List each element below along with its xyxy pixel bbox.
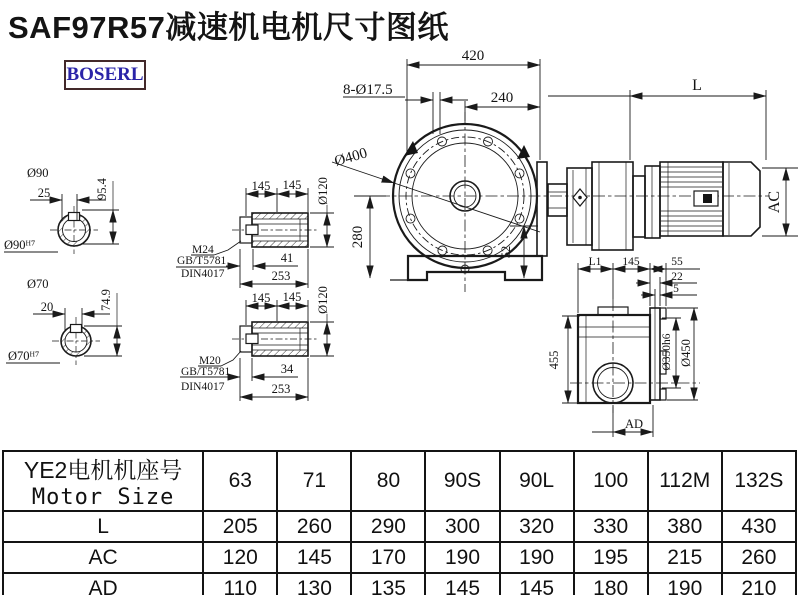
side-view (578, 307, 666, 403)
label-5: 5 (673, 283, 679, 295)
label-s2-34: 34 (280, 362, 294, 376)
column-71: 71 (277, 451, 351, 511)
column-132s: 132S (722, 451, 796, 511)
label-s1-std2: DIN4017 (181, 268, 225, 280)
value-cell: 110 (203, 573, 277, 595)
value-cell: 190 (425, 542, 499, 573)
adapter-gear-stage (548, 162, 645, 250)
value-cell: 135 (351, 573, 425, 595)
label-s2-253: 253 (271, 382, 291, 396)
value-cell: 290 (351, 511, 425, 542)
table-row-AD (3, 573, 796, 595)
value-cell: 145 (425, 573, 499, 595)
label-95-4: 95.4 (95, 178, 109, 200)
label-s1-145b: 145 (282, 178, 302, 192)
column-90l: 90L (500, 451, 574, 511)
label-dia70: Ø70 (27, 277, 49, 291)
label-bolt-holes: 8-Ø17.5 (343, 82, 393, 98)
column-90s: 90S (425, 451, 499, 511)
table-row-AC (3, 542, 796, 573)
label-s2-145b: 145 (282, 290, 302, 304)
label-55: 55 (671, 256, 683, 268)
side-view-dimensions (547, 256, 700, 437)
motor-size-table (2, 450, 797, 595)
label-s2-145a: 145 (251, 291, 271, 305)
label-s1-std1: GB/T5781 (177, 255, 227, 267)
label-s1-thread: M24 (192, 244, 214, 256)
value-cell: 190 (648, 573, 722, 595)
front-view (390, 124, 547, 280)
label-s1-dia120: Ø120 (316, 177, 330, 205)
label-s2-std1: GB/T5781 (181, 366, 231, 378)
hollow-shaft-upper (176, 177, 334, 288)
label-bore90: Ø90ᴴ⁷ (4, 238, 36, 252)
label-s2-std2: DIN4017 (181, 381, 225, 393)
label-52: 52 (499, 245, 513, 259)
table-header-cn: YE2电机机座号 (23, 457, 183, 483)
label-240: 240 (490, 90, 514, 106)
label-420: 420 (461, 48, 485, 64)
value-cell: 430 (722, 511, 796, 542)
label-dia450: Ø450 (679, 339, 693, 367)
label-key25: 25 (37, 186, 51, 200)
row-label-AC: AC (3, 542, 203, 573)
retaining-block (246, 334, 258, 344)
label-s1-253: 253 (271, 269, 291, 283)
logo-text: BOSERL (66, 64, 144, 85)
dim-240 (465, 90, 540, 121)
value-cell: 205 (203, 511, 277, 542)
dim-motor-AC (762, 168, 798, 236)
column-80: 80 (351, 451, 425, 511)
value-cell: 145 (500, 573, 574, 595)
shaft-section-90 (4, 166, 119, 252)
value-cell: 190 (500, 542, 574, 573)
dim-dia400 (332, 145, 540, 232)
label-22: 22 (671, 271, 683, 283)
label-s2-dia120: Ø120 (316, 286, 330, 314)
column-112m: 112M (648, 451, 722, 511)
fan-cover (723, 162, 760, 236)
value-cell: 380 (648, 511, 722, 542)
label-74-9: 74.9 (99, 289, 113, 311)
value-cell: 120 (203, 542, 277, 573)
dim-420 (407, 48, 540, 160)
retaining-block (246, 225, 258, 235)
hollow-shaft-lower (180, 286, 334, 401)
label-s1-41: 41 (280, 251, 294, 265)
column-100: 100 (574, 451, 648, 511)
value-cell: 260 (277, 511, 351, 542)
label-L: L (692, 77, 702, 94)
label-dia400: Ø400 (332, 145, 370, 170)
dim-280 (350, 196, 386, 278)
label-s1-145a: 145 (251, 179, 271, 193)
label-145-side: 145 (622, 256, 640, 268)
dim-motor-L (548, 77, 766, 160)
row-label-AD: AD (3, 573, 203, 595)
table-row-header (3, 451, 796, 511)
label-dia350h6: Ø350h6 (661, 333, 673, 371)
dim-52 (499, 226, 538, 278)
value-cell: 180 (574, 573, 648, 595)
keyway-70 (71, 325, 82, 333)
table-header-cell (3, 451, 203, 511)
shaft-section-70 (6, 277, 122, 363)
label-280: 280 (350, 225, 366, 249)
value-cell: 210 (722, 573, 796, 595)
label-bore70: Ø70ᴴ⁷ (8, 349, 40, 363)
label-key20: 20 (40, 300, 54, 314)
value-cell: 130 (277, 573, 351, 595)
label-AD: AD (624, 417, 644, 431)
value-cell: 170 (351, 542, 425, 573)
table-header-en: Motor Size (31, 485, 175, 510)
motor (645, 162, 760, 238)
label-dia90: Ø90 (27, 166, 49, 180)
value-cell: 330 (574, 511, 648, 542)
row-label-L: L (3, 511, 203, 542)
label-s2-thread: M20 (199, 355, 221, 367)
value-cell: 195 (574, 542, 648, 573)
label-AC: AC (766, 190, 783, 214)
column-63: 63 (203, 451, 277, 511)
value-cell: 300 (425, 511, 499, 542)
value-cell: 145 (277, 542, 351, 573)
value-cell: 215 (648, 542, 722, 573)
value-cell: 260 (722, 542, 796, 573)
label-455: 455 (547, 350, 561, 370)
label-L1: L1 (588, 256, 602, 268)
value-cell: 320 (500, 511, 574, 542)
page-title: SAF97R57减速机电机尺寸图纸 (8, 10, 449, 45)
table-row-L (3, 511, 796, 542)
keyway-90 (69, 213, 80, 221)
